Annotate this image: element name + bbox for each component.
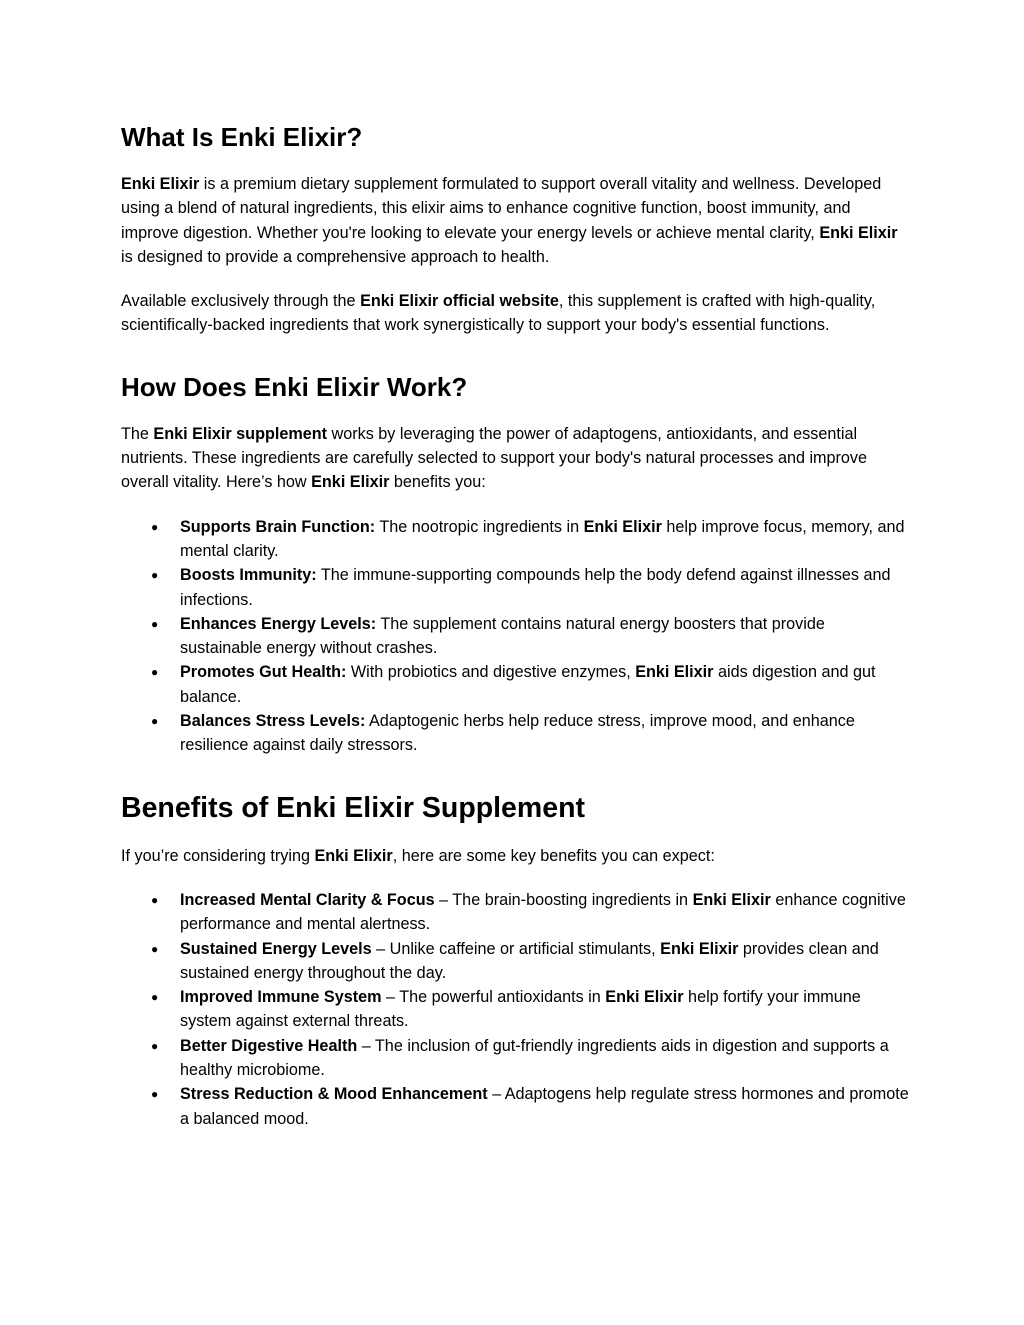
text-run: – The powerful antioxidants in — [381, 988, 606, 1007]
bold-text: Balances Stress Levels: — [180, 712, 366, 731]
bold-text: Supports Brain Function: — [180, 517, 376, 536]
text-run: – The brain-boosting ingredients in — [434, 890, 693, 909]
paragraph — [121, 844, 911, 868]
bullet-icon: ● — [151, 892, 159, 907]
bold-text: Stress Reduction & Mood Enhancement — [180, 1085, 488, 1104]
text-run: – Unlike caffeine or artificial stimulants, — [371, 939, 661, 958]
text-run: – The inclusion of gut-friendly ingredients aids in digestion and supports a healthy microbiome. — [180, 1036, 889, 1080]
text-run: is a premium dietary supplement formulated to support overall vitality and wellness. Developed using a blend of natural ingredients, this elixir aims to enhance cognitive function, boost immunity, and improve digestion. Whether you're looking to elevate your energy levels or achieve mental clarity, — [121, 175, 882, 242]
bold-text: Enki Elixir — [583, 517, 662, 536]
bold-text: Better Digestive Health — [180, 1036, 358, 1055]
paragraph — [121, 289, 911, 338]
bold-text: Enki Elixir — [819, 223, 898, 242]
bold-text: Enki Elixir — [692, 890, 771, 909]
text-run: benefits you: — [389, 473, 486, 492]
bold-text: Boosts Immunity: — [180, 566, 317, 585]
bullet-icon: ● — [151, 714, 159, 729]
text-run: The — [121, 424, 154, 443]
text-run: is designed to provide a comprehensive approach to health. — [121, 247, 550, 266]
bullet-icon: ● — [151, 665, 159, 680]
text-run: If you’re considering trying — [121, 846, 315, 865]
bullet-icon: ● — [151, 1087, 159, 1102]
bold-text: Enhances Energy Levels: — [180, 614, 377, 633]
list-item — [121, 612, 911, 661]
text-run: The nootropic ingredients in — [375, 517, 584, 536]
bold-text: Increased Mental Clarity & Focus — [180, 890, 435, 909]
text-run: , this supplement is crafted with high-quality, scientifically-backed ingredients that work synergistically to support your body's essential functions. — [121, 292, 876, 335]
bold-text: Enki Elixir — [314, 846, 393, 865]
list-item — [121, 563, 911, 612]
bullet-icon: ● — [151, 568, 159, 583]
bold-text: Enki Elixir official website — [360, 292, 559, 311]
text-run: enhance cognitive performance and mental alertness. — [180, 890, 906, 934]
text-run: , here are some key benefits you can expect: — [392, 846, 715, 865]
bullet-icon: ● — [151, 519, 159, 534]
text-run: Adaptogenic herbs help reduce stress, improve mood, and enhance resilience against daily stressors. — [180, 712, 855, 755]
text-run: help fortify your immune system against external threats. — [180, 988, 861, 1031]
bold-text: Enki Elixir — [121, 175, 200, 193]
list-item — [121, 1034, 911, 1083]
list-item — [121, 709, 911, 758]
paragraph — [121, 422, 911, 495]
section-heading-benefits: Benefits of Enki Elixir Supplement — [121, 791, 586, 824]
bold-text: Enki Elixir supplement — [153, 424, 328, 443]
text-run: provides clean and sustained energy throughout the day. — [180, 939, 879, 982]
list-item — [121, 985, 911, 1034]
bullet-list — [121, 515, 911, 758]
text-run: The supplement contains natural energy boosters that provide sustainable energy without crashes. — [180, 614, 825, 658]
text-run: aids digestion and gut balance. — [180, 663, 876, 706]
list-item — [121, 1082, 911, 1131]
text-run: With probiotics and digestive enzymes, — [346, 663, 636, 682]
bold-text: Improved Immune System — [180, 988, 382, 1007]
text-run: works by leveraging the power of adaptogens, antioxidants, and essential nutrients. These ingredients are carefully selected to support your body's natural processes and improve overall vitality. Here’s how — [121, 424, 868, 492]
bullet-icon: ● — [151, 616, 159, 631]
bullet-icon: ● — [151, 990, 159, 1005]
document-page — [121, 120, 911, 1131]
list-item — [121, 888, 911, 937]
bold-text: Enki Elixir — [311, 473, 390, 492]
text-run: – Adaptogens help regulate stress hormones and promote a balanced mood. — [180, 1085, 909, 1128]
paragraph — [121, 172, 911, 269]
bold-text: Sustained Energy Levels — [180, 939, 372, 958]
text-run: The immune-supporting compounds help the body defend against illnesses and infections. — [180, 566, 891, 609]
list-item — [121, 660, 911, 709]
bold-text: Promotes Gut Health: — [180, 663, 347, 682]
bullet-list — [121, 888, 911, 1131]
bold-text: Enki Elixir — [605, 988, 684, 1007]
bold-text: Enki Elixir — [635, 663, 714, 682]
section-heading-what-is: What Is Enki Elixir? — [121, 122, 363, 152]
bold-text: Enki Elixir — [660, 939, 739, 958]
section-heading-how-it-works: How Does Enki Elixir Work? — [121, 371, 468, 402]
list-item — [121, 937, 911, 986]
bullet-icon: ● — [151, 1038, 159, 1053]
text-run: help improve focus, memory, and mental clarity. — [180, 517, 905, 560]
text-run: Available exclusively through the — [121, 292, 361, 311]
list-item — [121, 515, 911, 564]
bullet-icon: ● — [151, 941, 159, 956]
